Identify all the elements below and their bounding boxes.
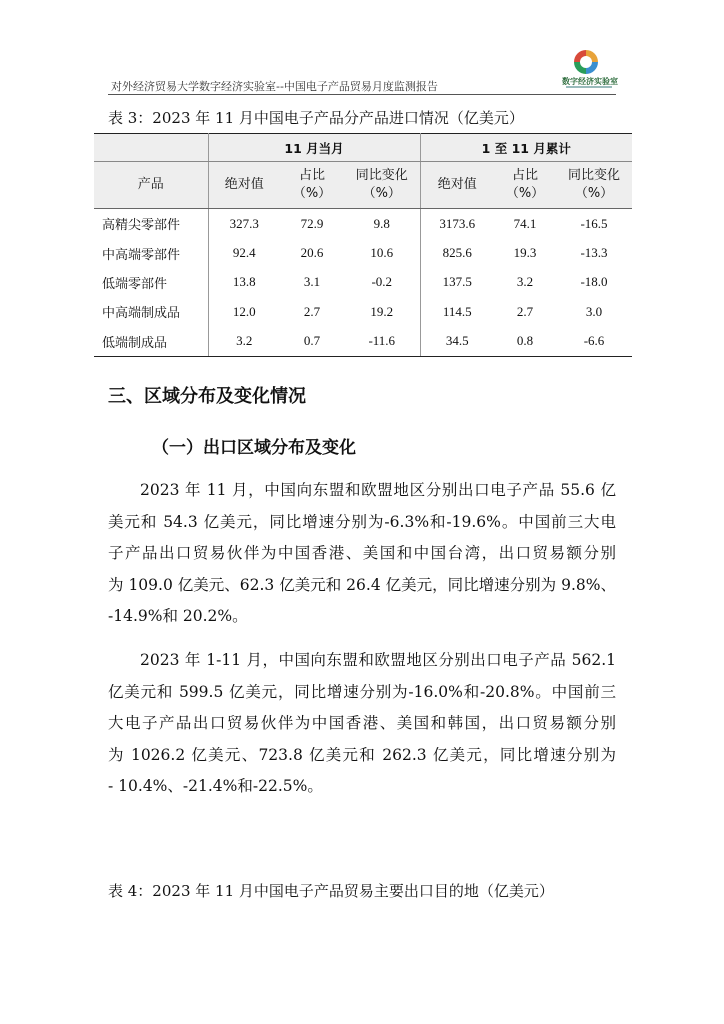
logo-underline [566, 86, 612, 88]
table3-caption: 表 3：2023 年 11 月中国电子产品分产品进口情况（亿美元） [108, 109, 524, 127]
logo-emblem-icon [574, 50, 598, 74]
table3-group-cumulative: 1 至 11 月累计 [420, 134, 632, 162]
table3 [94, 133, 632, 357]
table-row: 高精尖零部件 327.3 72.9 9.8 3173.6 74.1 -16.5 [94, 209, 632, 239]
paragraph-november: 2023 年 11 月，中国向东盟和欧盟地区分别出口电子产品 55.6 亿 美元和 54.3 亿美元，同比增速分别为-6.3%和-19.6%。中国前三大电 子产品出口贸易伙伴为中国香港、美国和中国台湾，出口贸易额分别 为 109.0 亿美元、62.3 亿美元和 26.4 亿美元，同比增速分别为 9.8%、 -14.9%和 20.2%。 [108, 481, 616, 625]
table3-col-product: 产品 [94, 162, 208, 209]
lab-logo [562, 50, 616, 92]
header-divider [108, 94, 616, 95]
table3-col-abs-cum: 绝对值 [420, 162, 494, 209]
table3-col-abs: 绝对值 [208, 162, 280, 209]
table-row: 中高端零部件 92.4 20.6 10.6 825.6 19.3 -13.3 [94, 238, 632, 267]
paragraph-jan-nov: 2023 年 1-11 月，中国向东盟和欧盟地区分别出口电子产品 562.1 亿美元和 599.5 亿美元，同比增速分别为-16.0%和-20.8%。中国前三 大电子产品出口贸易伙伴为中国香港、美国和韩国，出口贸易额分别 为 1026.2 亿美元、723.8 亿美元和 262.3 亿美元，同比增速分别为 - 10.4%、-21.4%和-22.5%。 [108, 651, 616, 795]
table-row: 低端零部件 13.8 3.1 -0.2 137.5 3.2 -18.0 [94, 268, 632, 297]
table-row: 低端制成品 3.2 0.7 -11.6 34.5 0.8 -6.6 [94, 327, 632, 357]
table3-group-month: 11 月当月 [208, 134, 420, 162]
section-heading: 三、区域分布及变化情况 [108, 386, 306, 407]
table3-corner [94, 134, 208, 162]
subsection-heading: （一）出口区域分布及变化 [152, 438, 356, 458]
table3-col-share-cum: 占比 （%） [494, 162, 556, 209]
report-header-title: 对外经济贸易大学数字经济实验室--中国电子产品贸易月度监测报告 [111, 80, 438, 93]
logo-text: 数字经济实验室 [562, 77, 618, 86]
table3-col-share: 占比 （%） [280, 162, 344, 209]
table4-caption: 表 4：2023 年 11 月中国电子产品贸易主要出口目的地（亿美元） [108, 882, 554, 900]
table-row: 中高端制成品 12.0 2.7 19.2 114.5 2.7 3.0 [94, 297, 632, 326]
table3-col-yoy-cum: 同比变化 （%） [556, 162, 632, 209]
table3-col-yoy: 同比变化 （%） [344, 162, 420, 209]
